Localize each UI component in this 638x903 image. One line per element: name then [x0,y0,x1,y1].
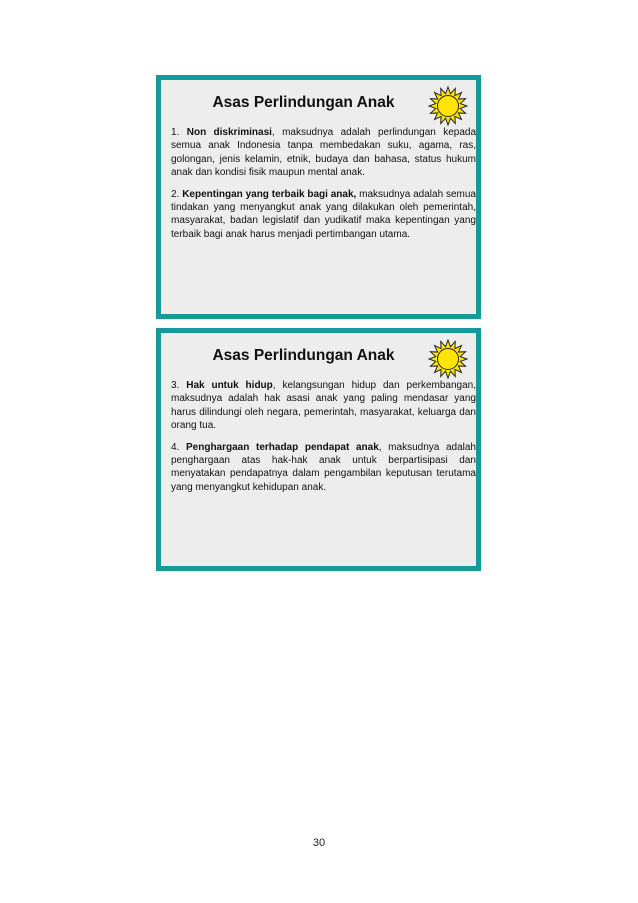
item-text: maksudnya adalah semua tindakan yang menyangkut anak yang dilakukan oleh pemerintah, masyarakat, badan legislatif dan yudikatif maka kepentingan yang terbaik bagi anak harus menjadi pertimbangan utama. [171,188,476,240]
item-text: , maksudnya adalah penghargaan atas hak-hak anak untuk berpartisipasi dan menyatakan pendapatnya dalam pengambilan keputusan terutama yang menyangkut kehidupan anak. [171,441,476,493]
item-number: 4. [171,441,180,453]
principle-card-2 [156,328,481,571]
card-body [171,126,476,249]
card-body [171,379,476,502]
principle-item [171,126,476,180]
sun-icon [427,85,469,127]
sun-icon [427,338,469,380]
principle-item [171,188,476,242]
principle-item [171,441,476,495]
item-text: , maksudnya adalah perlindungan kepada semua anak Indonesia tanpa membedakan suku, agama, ras, golongan, jenis kelamin, etnik, budaya dan bahasa, status hukum anak dan kondisi fisik maupun mental anak. [171,127,477,179]
item-number: 3. [171,380,180,391]
card-title: Asas Perlindungan Anak [212,94,395,111]
principle-item [171,379,476,433]
item-term: Kepentingan yang terbaik bagi anak, [182,188,357,200]
principle-card-1 [156,75,481,319]
item-term: Non diskriminasi [186,127,272,138]
item-term: Penghargaan terhadap pendapat anak [186,441,379,453]
item-text: , kelangsungan hidup dan perkembangan, maksudnya adalah hak asasi anak yang paling mendasar yang harus dilindungi oleh negara, pemerintah, masyarakat, keluarga dan orang tua. [171,380,477,432]
page-number: 30 [312,837,326,849]
item-number: 2. [171,188,180,200]
item-number: 1. [171,127,180,138]
item-term: Hak untuk hidup [186,380,273,391]
card-title: Asas Perlindungan Anak [212,347,395,364]
